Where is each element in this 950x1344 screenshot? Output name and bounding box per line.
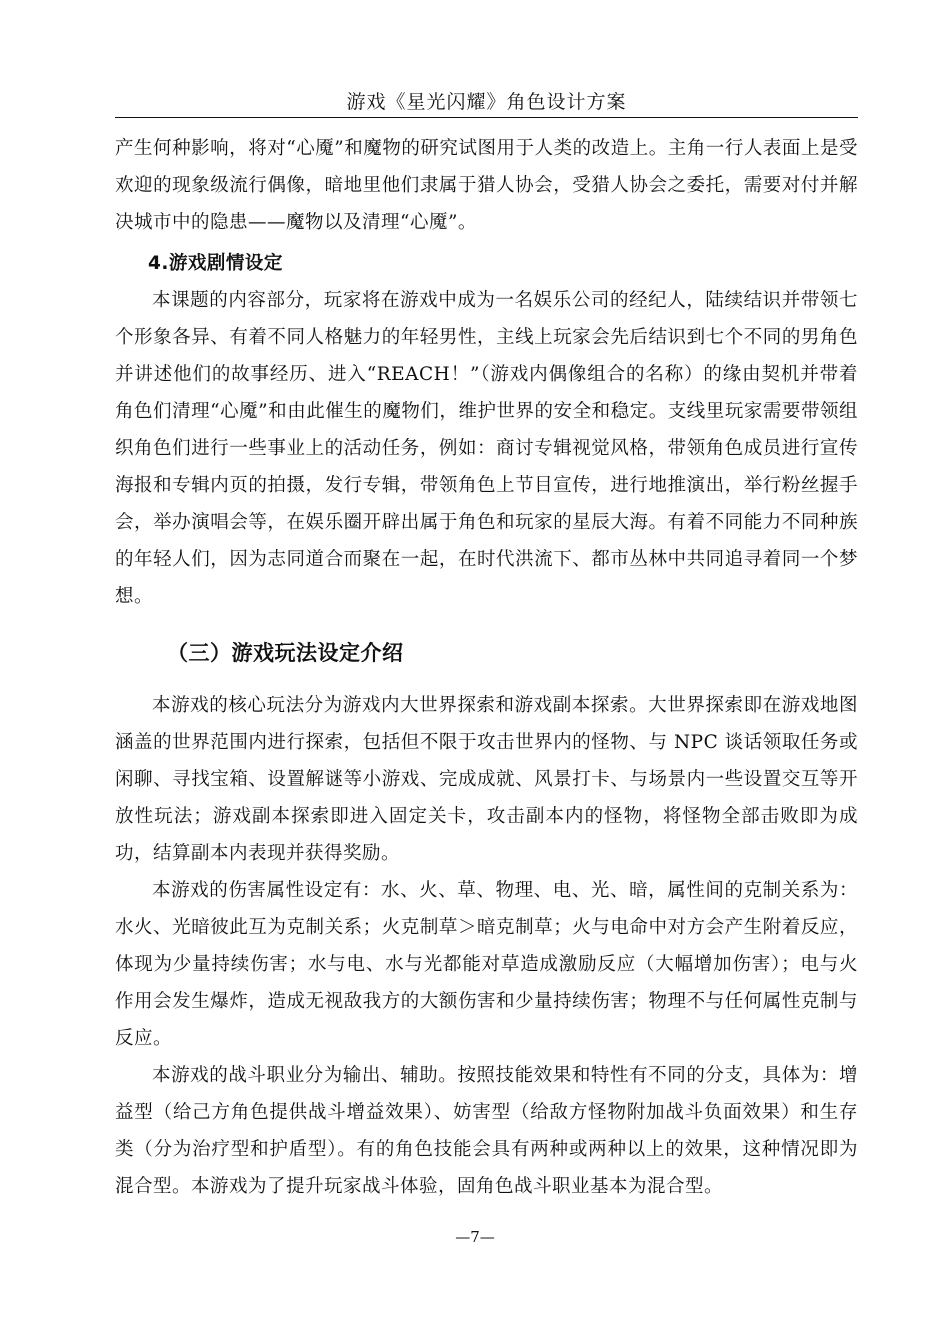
gameplay-paragraph-2: 本游戏的伤害属性设定有：水、火、草、物理、电、光、暗，属性间的克制关系为：水火、光暗彼此互为克制关系；火克制草＞暗克制草；火与电命中对方会产生附着反应，体现为少量持续伤害；水与电、水与光都能对草造成激励反应（大幅增加伤害）；电与火作用会发生爆炸，造成无视敌我方的大额伤害和少量持续伤害；物理不与任何属性克制与反应。 [115,880,858,1049]
gameplay-paragraph-1: 本游戏的核心玩法分为游戏内大世界探索和游戏副本探索。大世界探索即在游戏地图涵盖的世界范围内进行探索，包括但不限于攻击世界内的怪物、与 NPC 谈话领取任务或闲聊、寻找宝箱、设置解谜等小游戏、完成成就、风景打卡、与场景内一些设置交互等开放性玩法；游戏副本探索即进入固定关卡，攻击副本内的怪物，将怪物全部击败即为成功，结算副本内表现并获得奖励。 [115,695,858,864]
header-divider [115,117,858,118]
page-content [115,130,858,1205]
running-header: 游戏《星光闪耀》角色设计方案 [346,91,627,113]
subsection-heading: 4.游戏剧情设定 [148,253,283,274]
gameplay-paragraph-3: 本游戏的战斗职业分为输出、辅助。按照技能效果和特性有不同的分支，具体为：增益型（给己方角色提供战斗增益效果）、妨害型（给敌方怪物附加战斗负面效果）和生存类（分为治疗型和护盾型）。有的角色技能会具有两种或两种以上的效果，这种情况即为混合型。本游戏为了提升玩家战斗体验，固角色战斗职业基本为混合型。 [115,1065,858,1197]
page-number: —7— [455,1228,495,1246]
continuation-paragraph: 产生何种影响，将对“心魇”和魔物的研究试图用于人类的改造上。主角一行人表面上是受欢迎的现象级流行偶像，暗地里他们隶属于猎人协会，受猎人协会之委托，需要对付并解决城市中的隐患——魔物以及清理“心魇”。 [115,138,858,233]
plot-paragraph: 本课题的内容部分，玩家将在游戏中成为一名娱乐公司的经纪人，陆续结识并带领七个形象各异、有着不同人格魅力的年轻男性，主线上玩家会先后结识到七个不同的男角色并讲述他们的故事经历、进入“REACH！”（游戏内偶像组合的名称）的缘由契机并带着角色们清理“心魇”和由此催生的魔物们，维护世界的安全和稳定。支线里玩家需要带领组织角色们进行一些事业上的活动任务，例如：商讨专辑视觉风格，带领角色成员进行宣传海报和专辑内页的拍摄，发行专辑，带领角色上节目宣传，进行地推演出，举行粉丝握手会，举办演唱会等，在娱乐圈开辟出属于角色和玩家的星辰大海。有着不同能力不同种族的年轻人们，因为志同道合而聚在一起，在时代洪流下、都市丛林中共同追寻着同一个梦想。 [115,290,858,607]
section-heading: （三）游戏玩法设定介绍 [167,641,404,665]
